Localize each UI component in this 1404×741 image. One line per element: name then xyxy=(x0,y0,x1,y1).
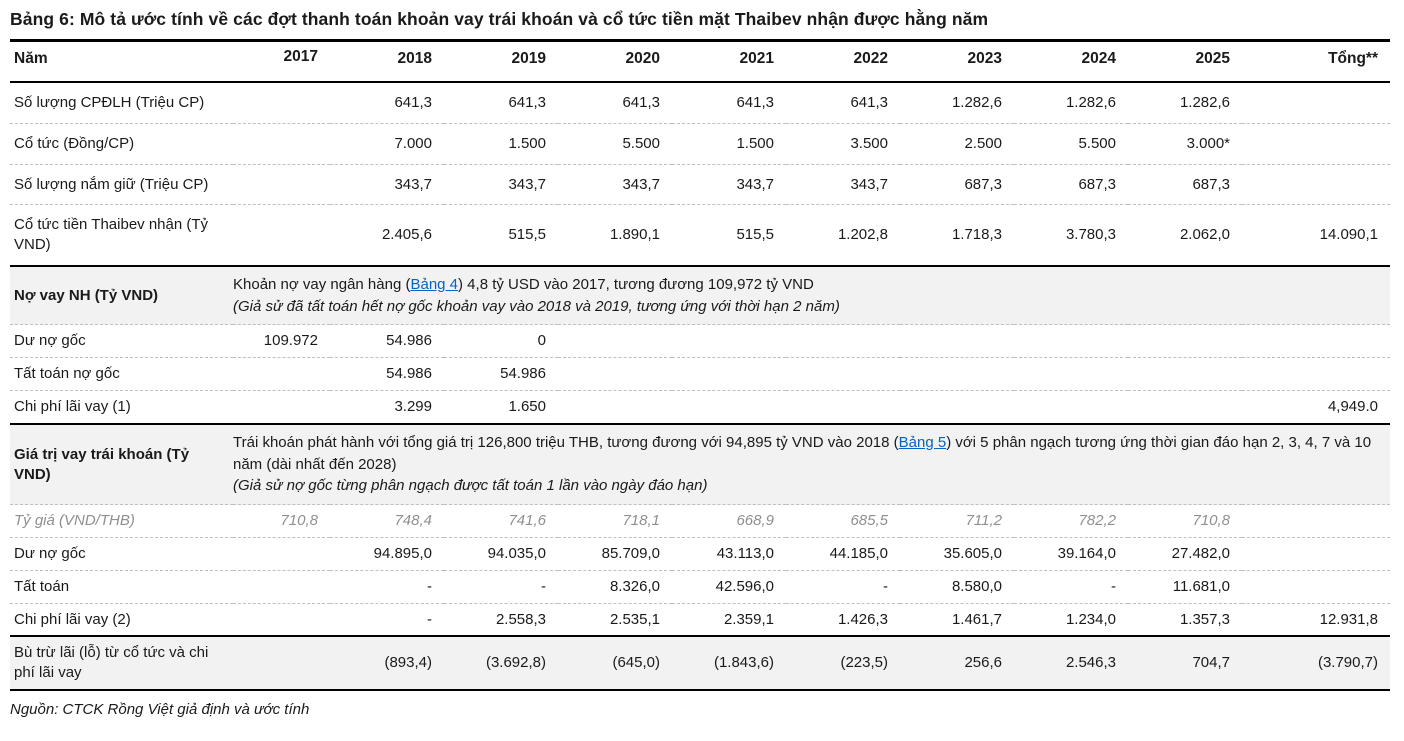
cell-value xyxy=(233,391,330,424)
cell-value xyxy=(1128,358,1242,391)
section-note-text: Trái khoán phát hành với tổng giá trị 126,800 triệu THB, tương đương với 94,895 tỷ VND vào 2018 (Bảng 5) với 5 phân ngạch tương ứng thời gian đáo hạn 2, 3, 4, 7 và 10 năm (dài nhất đến 2028) xyxy=(233,433,1372,473)
table-title: Bảng 6: Mô tả ước tính về các đợt thanh toán khoản vay trái khoán và cổ tức tiền mặt Thaibev nhận được hằng năm xyxy=(10,6,1390,42)
col-header-2022: 2022 xyxy=(786,42,900,82)
cell-value xyxy=(1242,505,1390,538)
col-header-tong: Tổng** xyxy=(1242,42,1390,82)
row-label: Cổ tức tiền Thaibev nhận (Tỷ VND) xyxy=(10,205,233,266)
cell-value: 43.113,0 xyxy=(672,537,786,570)
source-note: Nguồn: CTCK Rồng Việt giả định và ước tính xyxy=(10,700,310,718)
cell-value: 1.357,3 xyxy=(1128,603,1242,636)
cell-value: 256,6 xyxy=(900,636,1014,690)
cell-value xyxy=(900,325,1014,358)
col-header-2023: 2023 xyxy=(900,42,1014,82)
section-row xyxy=(10,424,1390,505)
cell-value: 39.164,0 xyxy=(1014,537,1128,570)
cell-value: 3.000* xyxy=(1128,123,1242,164)
cell-value xyxy=(1242,570,1390,603)
cell-value: 8.580,0 xyxy=(900,570,1014,603)
cell-value xyxy=(900,391,1014,424)
cell-value xyxy=(233,537,330,570)
cell-value: 343,7 xyxy=(672,164,786,205)
cell-value: 1.461,7 xyxy=(900,603,1014,636)
cell-value xyxy=(558,358,672,391)
cell-value: 704,7 xyxy=(1128,636,1242,690)
cell-value: 3.299 xyxy=(330,391,444,424)
cell-value: 14.090,1 xyxy=(1242,205,1390,266)
cell-value: - xyxy=(444,570,558,603)
cell-value: 641,3 xyxy=(558,82,672,123)
col-header-2025: 2025 xyxy=(1128,42,1242,82)
cell-value: 2.535,1 xyxy=(558,603,672,636)
cell-value: - xyxy=(1014,570,1128,603)
row-label: Nợ vay NH (Tỷ VND) xyxy=(10,266,233,325)
cell-value: 5.500 xyxy=(558,123,672,164)
cell-value: 109.972 xyxy=(233,325,330,358)
cell-value: 641,3 xyxy=(444,82,558,123)
section-note-assumption: (Giả sử nợ gốc từng phân ngạch được tất toán 1 lần vào ngày đáo hạn) xyxy=(233,477,708,495)
cell-value xyxy=(233,82,330,123)
cell-value xyxy=(1014,358,1128,391)
cell-value: 718,1 xyxy=(558,505,672,538)
cell-value: 687,3 xyxy=(900,164,1014,205)
row-label: Giá trị vay trái khoán (Tỷ VND) xyxy=(10,424,233,505)
cell-value: 2.546,3 xyxy=(1014,636,1128,690)
cell-value: 5.500 xyxy=(1014,123,1128,164)
cell-value: 1.234,0 xyxy=(1014,603,1128,636)
cell-value: 343,7 xyxy=(444,164,558,205)
cell-value: 710,8 xyxy=(1128,505,1242,538)
section-note xyxy=(233,266,1390,325)
cell-value xyxy=(233,358,330,391)
row-label: Chi phí lãi vay (1) xyxy=(10,391,233,424)
cell-value: 4,949.0 xyxy=(1242,391,1390,424)
row-label: Cổ tức (Đồng/CP) xyxy=(10,123,233,164)
cell-value xyxy=(233,123,330,164)
section-note-text: Khoản nợ vay ngân hàng (Bảng 4) 4,8 tỷ USD vào 2017, tương đương 109,972 tỷ VND xyxy=(233,275,814,293)
table-row xyxy=(10,391,1390,424)
cell-value: 1.282,6 xyxy=(900,82,1014,123)
cell-value: 748,4 xyxy=(330,505,444,538)
cell-value xyxy=(1128,391,1242,424)
cell-value xyxy=(233,205,330,266)
cell-value: 54.986 xyxy=(330,325,444,358)
cell-value: 8.326,0 xyxy=(558,570,672,603)
table-row xyxy=(10,123,1390,164)
cell-value: 668,9 xyxy=(672,505,786,538)
cell-value: 641,3 xyxy=(786,82,900,123)
cell-value: 1.282,6 xyxy=(1014,82,1128,123)
cell-value: (645,0) xyxy=(558,636,672,690)
cell-value: 54.986 xyxy=(330,358,444,391)
cell-value xyxy=(558,325,672,358)
cell-value xyxy=(672,358,786,391)
row-label: Tất toán xyxy=(10,570,233,603)
table-row xyxy=(10,164,1390,205)
col-header-2017: 2017 xyxy=(233,42,330,82)
cell-value: 3.780,3 xyxy=(1014,205,1128,266)
cell-value xyxy=(233,636,330,690)
cell-value xyxy=(1128,325,1242,358)
cell-value: 2.062,0 xyxy=(1128,205,1242,266)
cell-value xyxy=(233,164,330,205)
cell-value: 1.718,3 xyxy=(900,205,1014,266)
cell-value: 711,2 xyxy=(900,505,1014,538)
cell-value xyxy=(233,603,330,636)
cell-value: 1.500 xyxy=(672,123,786,164)
row-label: Dư nợ gốc xyxy=(10,325,233,358)
row-label: Dư nợ gốc xyxy=(10,537,233,570)
table-row xyxy=(10,603,1390,636)
col-header-2024: 2024 xyxy=(1014,42,1128,82)
cell-value: (3.692,8) xyxy=(444,636,558,690)
cell-value: 1.426,3 xyxy=(786,603,900,636)
cell-value: 1.500 xyxy=(444,123,558,164)
cell-value: (3.790,7) xyxy=(1242,636,1390,690)
cell-value: - xyxy=(330,570,444,603)
cell-value xyxy=(1242,358,1390,391)
cell-value: 54.986 xyxy=(444,358,558,391)
cell-value xyxy=(1242,82,1390,123)
row-label: Tất toán nợ gốc xyxy=(10,358,233,391)
table-row xyxy=(10,325,1390,358)
table-row xyxy=(10,205,1390,266)
cell-value: 2.405,6 xyxy=(330,205,444,266)
cell-value: 343,7 xyxy=(558,164,672,205)
bang-5-link[interactable]: Bảng 5 xyxy=(898,433,947,451)
cell-value: (223,5) xyxy=(786,636,900,690)
cell-value: 685,5 xyxy=(786,505,900,538)
cell-value xyxy=(1242,164,1390,205)
cell-value: 2.558,3 xyxy=(444,603,558,636)
cell-value: 710,8 xyxy=(233,505,330,538)
row-label: Số lượng CPĐLH (Triệu CP) xyxy=(10,82,233,123)
bang-4-link[interactable]: Bảng 4 xyxy=(410,275,459,293)
table-row xyxy=(10,537,1390,570)
cell-value: 12.931,8 xyxy=(1242,603,1390,636)
cell-value xyxy=(558,391,672,424)
cell-value xyxy=(1014,391,1128,424)
payments-table xyxy=(10,42,1390,691)
table-row xyxy=(10,505,1390,538)
cell-value: 515,5 xyxy=(444,205,558,266)
cell-value xyxy=(1014,325,1128,358)
cell-value: 44.185,0 xyxy=(786,537,900,570)
cell-value: 782,2 xyxy=(1014,505,1128,538)
table-row xyxy=(10,636,1390,690)
cell-value xyxy=(1242,123,1390,164)
cell-value: - xyxy=(330,603,444,636)
cell-value: 11.681,0 xyxy=(1128,570,1242,603)
cell-value: 687,3 xyxy=(1128,164,1242,205)
cell-value: 0 xyxy=(444,325,558,358)
cell-value xyxy=(233,570,330,603)
row-label: Số lượng nắm giữ (Triệu CP) xyxy=(10,164,233,205)
cell-value: 687,3 xyxy=(1014,164,1128,205)
cell-value: 343,7 xyxy=(786,164,900,205)
cell-value: 35.605,0 xyxy=(900,537,1014,570)
table-row xyxy=(10,82,1390,123)
cell-value xyxy=(786,358,900,391)
year-header-row xyxy=(10,42,1390,82)
cell-value: 3.500 xyxy=(786,123,900,164)
cell-value: 1.890,1 xyxy=(558,205,672,266)
cell-value: 2.359,1 xyxy=(672,603,786,636)
section-row xyxy=(10,266,1390,325)
cell-value: 94.035,0 xyxy=(444,537,558,570)
cell-value: 641,3 xyxy=(330,82,444,123)
cell-value xyxy=(786,391,900,424)
cell-value: 515,5 xyxy=(672,205,786,266)
cell-value xyxy=(786,325,900,358)
section-note xyxy=(233,424,1390,505)
col-header-2021: 2021 xyxy=(672,42,786,82)
cell-value: 343,7 xyxy=(330,164,444,205)
cell-value: 42.596,0 xyxy=(672,570,786,603)
cell-value xyxy=(672,391,786,424)
row-label: Tỷ giá (VND/THB) xyxy=(10,505,233,538)
cell-value: 7.000 xyxy=(330,123,444,164)
cell-value: 2.500 xyxy=(900,123,1014,164)
table-row xyxy=(10,570,1390,603)
cell-value: 1.282,6 xyxy=(1128,82,1242,123)
cell-value: 27.482,0 xyxy=(1128,537,1242,570)
row-label: Bù trừ lãi (lỗ) từ cổ tức và chi phí lãi vay xyxy=(10,636,233,690)
cell-value: (1.843,6) xyxy=(672,636,786,690)
col-header-nam: Năm xyxy=(10,42,233,82)
cell-value: (893,4) xyxy=(330,636,444,690)
cell-value: 1.202,8 xyxy=(786,205,900,266)
cell-value: 741,6 xyxy=(444,505,558,538)
section-note-assumption: (Giả sử đã tất toán hết nợ gốc khoản vay vào 2018 và 2019, tương ứng với thời hạn 2 năm) xyxy=(233,297,840,315)
col-header-2020: 2020 xyxy=(558,42,672,82)
cell-value: 94.895,0 xyxy=(330,537,444,570)
cell-value: 1.650 xyxy=(444,391,558,424)
cell-value xyxy=(900,358,1014,391)
col-header-2018: 2018 xyxy=(330,42,444,82)
table-row xyxy=(10,358,1390,391)
cell-value: 85.709,0 xyxy=(558,537,672,570)
row-label: Chi phí lãi vay (2) xyxy=(10,603,233,636)
cell-value xyxy=(672,325,786,358)
col-header-2019: 2019 xyxy=(444,42,558,82)
cell-value: 641,3 xyxy=(672,82,786,123)
table-body xyxy=(10,82,1390,690)
cell-value xyxy=(1242,325,1390,358)
cell-value: - xyxy=(786,570,900,603)
cell-value xyxy=(1242,537,1390,570)
